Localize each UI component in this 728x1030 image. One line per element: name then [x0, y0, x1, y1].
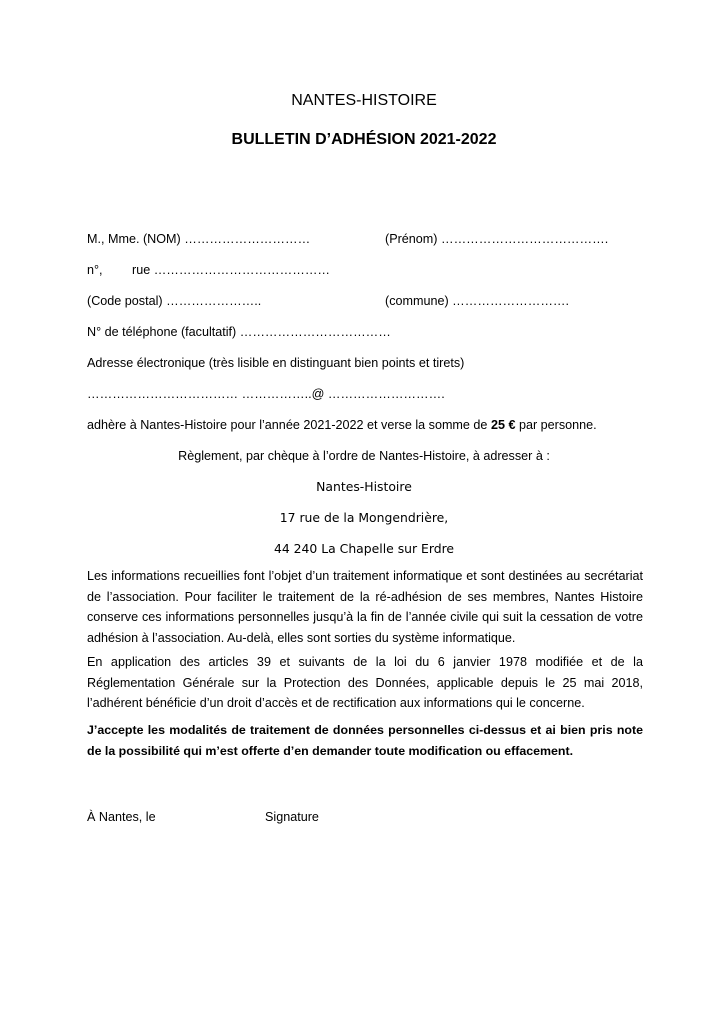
address-name: Nantes-Histoire: [316, 479, 412, 494]
address-city: 44 240 La Chapelle sur Erdre: [273, 541, 455, 556]
email-label: Adresse électronique (très lisible en distinguant bien points et tirets): [87, 356, 465, 370]
postal-code-field-line[interactable]: (Code postal) …………………..: [87, 294, 262, 308]
signature-label: Signature: [265, 810, 319, 824]
email-field-line[interactable]: ……………………………… ……………..@ ……………………….: [87, 387, 445, 401]
consent-statement: J’accepte les modalités de traitement de données personnelles ci-dessus et ai bien pris note de la possibilité qui m’est offerte d’en demander toute modification ou effacement.: [87, 723, 643, 758]
organization-title: NANTES-HISTOIRE: [291, 92, 437, 109]
street-number-label: n°,: [87, 263, 103, 277]
address-street: 17 rue de la Mongendrière,: [279, 510, 449, 525]
firstname-field-line[interactable]: (Prénom) ………………………………….: [385, 232, 609, 246]
adhesion-text-after: par personne.: [515, 418, 597, 432]
phone-field-line[interactable]: N° de téléphone (facultatif) ………………………………: [87, 325, 391, 339]
street-field-line[interactable]: rue ……………………………………: [132, 263, 331, 277]
payment-instruction: Règlement, par chèque à l’ordre de Nantes-Histoire, à adresser à :: [178, 449, 550, 463]
adhesion-text-before: adhère à Nantes-Histoire pour l’année 2021-2022 et verse la somme de: [87, 418, 491, 432]
place-date-label: À Nantes, le: [87, 810, 156, 824]
name-field-line[interactable]: M., Mme. (NOM) …………………………: [87, 232, 311, 246]
adhesion-statement: [87, 417, 597, 433]
privacy-paragraph-1: Les informations recueillies font l’objet d’un traitement informatique et sont destinées au secrétariat de l’association. Pour faciliter le traitement de la ré-adhésion de ses membres, Nantes Histoire conserve ces informations personnelles jusqu’à la fin de l’année civile qui suit la cessation de votre adhésion à l’association. Au-delà, elles sont sorties du système informatique.: [87, 569, 643, 645]
form-title: BULLETIN D’ADHÉSION 2021-2022: [231, 131, 497, 148]
adhesion-amount: 25 €: [490, 418, 516, 432]
privacy-paragraph-2: En application des articles 39 et suivants de la loi du 6 janvier 1978 modifiée et de la Réglementation Générale sur la Protection des Données, applicable depuis le 25 mai 2018, l’adhérent bénéficie d’un droit d’accès et de rectification aux informations qui le concerne.: [87, 655, 643, 710]
commune-field-line[interactable]: (commune) ……………………….: [385, 294, 570, 308]
